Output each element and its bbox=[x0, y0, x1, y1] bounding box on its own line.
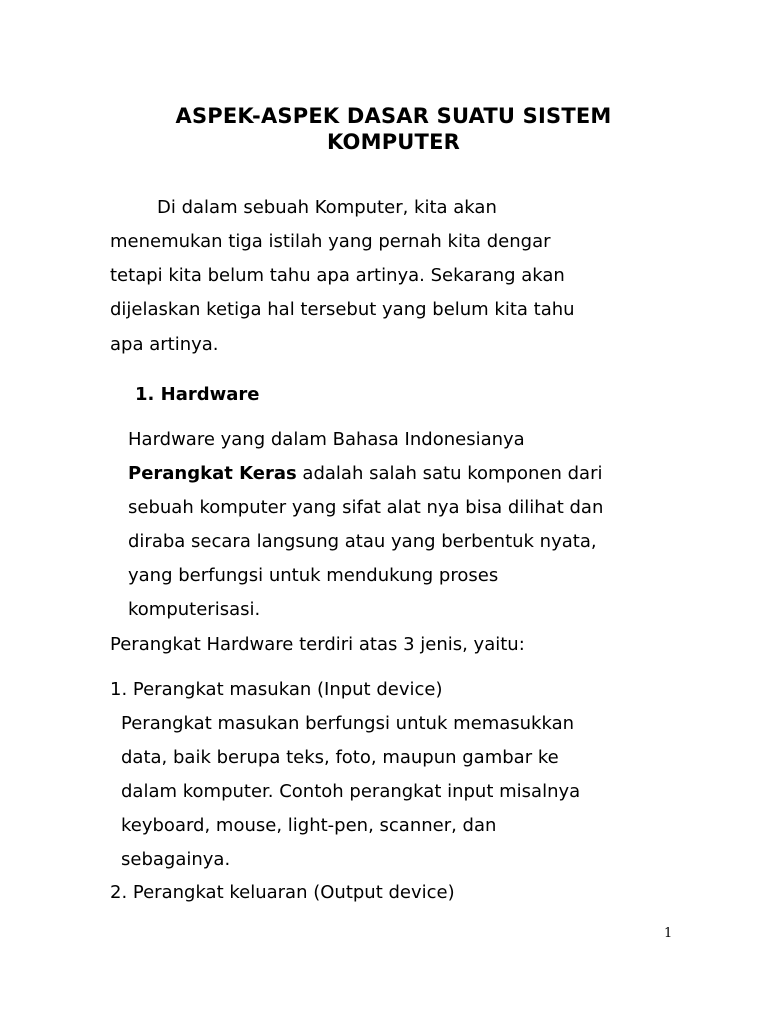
hardware-line-6: komputerisasi. bbox=[128, 599, 261, 620]
title-line-2: KOMPUTER bbox=[327, 130, 460, 154]
item-1-heading: 1. Perangkat masukan (Input device) bbox=[110, 679, 443, 700]
section-heading-hardware: 1. Hardware bbox=[135, 384, 260, 405]
hardware-term-bold: Perangkat Keras bbox=[128, 463, 297, 484]
item-1-line-1: Perangkat masukan berfungsi untuk memasukkan bbox=[121, 713, 575, 734]
intro-line-2: menemukan tiga istilah yang pernah kita dengar bbox=[110, 231, 551, 252]
item-1-line-4: keyboard, mouse, light-pen, scanner, dan bbox=[121, 815, 497, 836]
title-line-1: ASPEK-ASPEK DASAR SUATU SISTEM bbox=[175, 104, 612, 128]
item-1-line-3: dalam komputer. Contoh perangkat input misalnya bbox=[121, 781, 581, 802]
intro-line-4: dijelaskan ketiga hal tersebut yang belum kita tahu bbox=[110, 299, 575, 320]
item-2-heading: 2. Perangkat keluaran (Output device) bbox=[110, 882, 455, 903]
hardware-line-2 bbox=[128, 463, 602, 485]
item-1-line-5: sebagainya. bbox=[121, 849, 231, 870]
hardware-line-4: diraba secara langsung atau yang berbentuk nyata, bbox=[128, 531, 597, 552]
document-title bbox=[80, 103, 707, 155]
hardware-line-3: sebuah komputer yang sifat alat nya bisa dilihat dan bbox=[128, 497, 604, 518]
intro-line-1: Di dalam sebuah Komputer, kita akan bbox=[157, 197, 497, 218]
hardware-line-1: Hardware yang dalam Bahasa Indonesianya bbox=[128, 429, 525, 450]
item-1-line-2: data, baik berupa teks, foto, maupun gambar ke bbox=[121, 747, 559, 768]
hardware-line-2-rest: adalah salah satu komponen dari bbox=[296, 463, 603, 484]
intro-line-5: apa artinya. bbox=[110, 334, 219, 355]
page-number: 1 bbox=[664, 926, 673, 941]
hardware-line-5: yang berfungsi untuk mendukung proses bbox=[128, 565, 499, 586]
intro-line-3: tetapi kita belum tahu apa artinya. Sekarang akan bbox=[110, 265, 565, 286]
hardware-types-intro: Perangkat Hardware terdiri atas 3 jenis, yaitu: bbox=[110, 634, 525, 655]
